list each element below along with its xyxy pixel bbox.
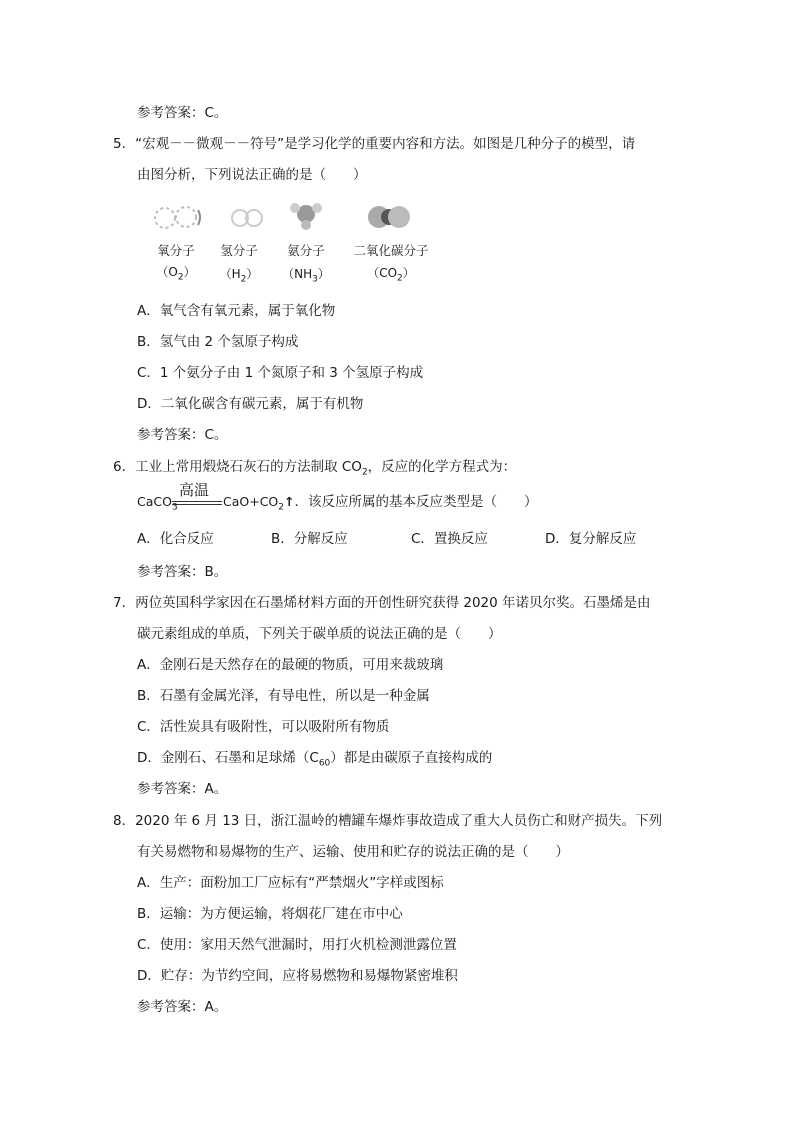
q8-option-c: C．使用：家用天然气泄漏时，用打火机检测泄露位置 (137, 937, 457, 953)
q6-equation-right: $CaO+CO_2↑$．该反应所属的基本反应类型是（ ） (223, 494, 538, 513)
q5-stem-line1: 5．“宏观－－微观－－符号”是学习化学的重要内容和方法。如图是几种分子的模型，请 (113, 136, 636, 152)
q6-option-a: A．化合反应 (137, 531, 214, 547)
q6-answer: 参考答案：B。 (137, 564, 228, 580)
q5-option-a: A．氧气含有氧元素，属于氧化物 (137, 303, 336, 319)
q8-option-a: A．生产：面粉加工厂应标有“严禁烟火”字样或图标 (137, 875, 444, 891)
q6-equation-bar-top (172, 501, 222, 502)
molecule-formula-oxygen: $(O_2)$ (156, 265, 196, 283)
q8-answer: 参考答案：A。 (137, 999, 228, 1015)
q8-stem-line1: 8．2020 年 6 月 13 日，浙江温岭的槽罐车爆炸事故造成了重大人员伤亡和财产损失。下列 (113, 813, 663, 829)
q7-stem-line1: 7．两位英国科学家因在石墨烯材料方面的开创性研究获得 2020 年诺贝尔奖。石墨烯是由 (113, 595, 651, 611)
molecule-label-carbon-dioxide: 二氧化碳分子 (353, 243, 429, 258)
gas-arrow-icon: ↑ (284, 494, 295, 509)
q8-option-b: B．运输：为方便运输，将烟花厂建在市中心 (137, 906, 403, 922)
oxygen-molecule-image (148, 198, 208, 234)
q5-stem-line2: 由图分析，下列说法正确的是（ ） (137, 167, 367, 183)
q6-equation-bar-bottom (172, 504, 222, 505)
molecule-formula-carbon-dioxide: $(CO_2)$ (367, 266, 415, 284)
molecule-formula-hydrogen: $(H_2)$ (219, 267, 259, 285)
q6-reaction-condition: 高温 (179, 481, 210, 499)
q8-option-d: D．贮存：为节约空间，应将易燃物和易爆物紧密堆积 (137, 968, 458, 984)
carbon-dioxide-molecule-image (363, 196, 413, 236)
q7-option-d: D．金刚石、石墨和足球烯$(C_{60})$都是由碳原子直接构成的 (137, 750, 493, 769)
molecule-formula-ammonia: $(NH_3)$ (282, 267, 330, 285)
q7-option-c: C．活性炭具有吸附性，可以吸附所有物质 (137, 719, 390, 735)
q6-option-b: B．分解反应 (271, 531, 348, 547)
hydrogen-molecule-image (222, 200, 272, 234)
q6-option-c: C．置换反应 (411, 531, 488, 547)
molecule-label-hydrogen: 氢分子 (220, 243, 258, 258)
q8-stem-line2: 有关易燃物和易爆物的生产、运输、使用和贮存的说法正确的是（ ） (137, 844, 569, 860)
q5-answer: 参考答案：C。 (137, 427, 228, 443)
q7-option-a: A．金刚石是天然存在的最硬的物质，可用来裁玻璃 (137, 657, 444, 673)
q5-option-c: C．1 个氨分子由 1 个氮原子和 3 个氢原子构成 (137, 365, 424, 381)
q4-answer: 参考答案：C。 (137, 105, 228, 121)
q6-option-d: D．复分解反应 (545, 531, 637, 547)
ammonia-molecule-image (283, 196, 329, 232)
q5-option-b: B．氢气由 2 个氢原子构成 (137, 334, 299, 350)
molecule-label-ammonia: 氨分子 (287, 243, 325, 258)
q6-stem-line1: 6．工业上常用煅烧石灰石的方法制取 $CO_2$，反应的化学方程式为： (113, 459, 517, 478)
q7-stem-line2: 碳元素组成的单质，下列关于碳单质的说法正确的是（ ） (137, 626, 502, 642)
q7-answer: 参考答案：A。 (137, 781, 228, 797)
q5-option-d: D．二氧化碳含有碳元素，属于有机物 (137, 396, 364, 412)
q7-option-b: B．石墨有金属光泽，有导电性，所以是一种金属 (137, 688, 430, 704)
molecule-label-oxygen: 氧分子 (157, 243, 195, 258)
q6-equation-left: CaCO$_3$ (137, 494, 178, 513)
